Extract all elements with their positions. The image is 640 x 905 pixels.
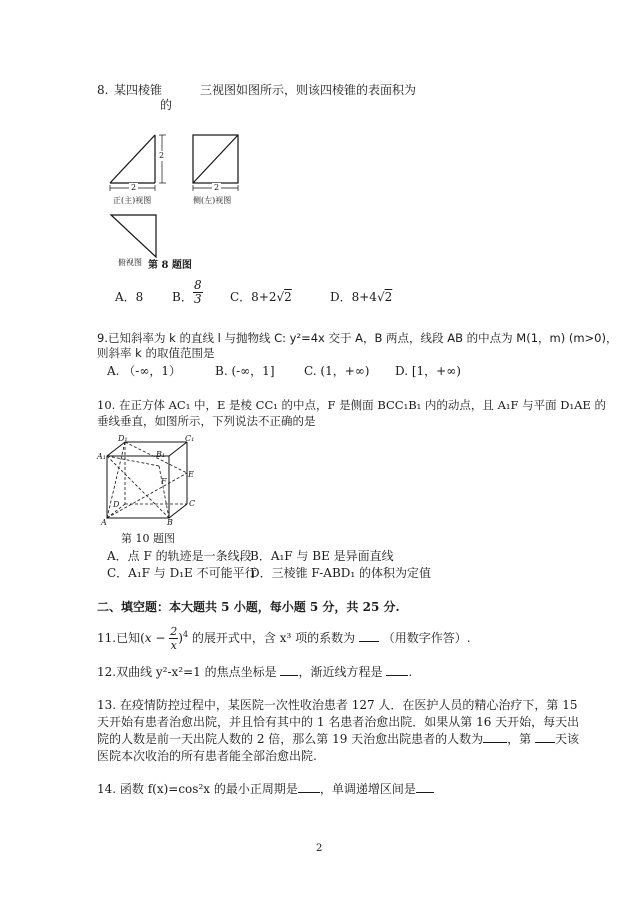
q12-focus-blank[interactable] bbox=[280, 675, 298, 676]
q11-stem: 11.已知(x − $\frac{2}{x}$ )$^4$ 的展开式中，含 x³ 项的系数为 （用数字作答）. bbox=[97, 625, 471, 652]
q10-figure-caption: 第 10 题图 bbox=[121, 532, 175, 545]
q8-option-b-fraction: $\frac{8}{3}$ bbox=[194, 278, 202, 306]
q8-top-view-figure bbox=[108, 212, 163, 262]
q10-label-d: D bbox=[113, 500, 120, 509]
q8-top-view-label: 俯视图 bbox=[118, 258, 142, 267]
q9-option-c: C. (1，+∞) bbox=[304, 364, 370, 378]
q11-answer-blank[interactable] bbox=[359, 641, 379, 642]
q8-option-d: D．8+4√2 bbox=[330, 290, 393, 304]
q10-option-a: A．点 F 的轨迹是一条线段 bbox=[107, 549, 252, 563]
q10-label-a1: A₁ bbox=[97, 452, 106, 461]
q10-cube-figure bbox=[95, 432, 215, 532]
q14-interval-blank[interactable] bbox=[416, 792, 434, 793]
q8-side-width-label: 2 bbox=[214, 183, 220, 192]
q10-label-b1: B₁ bbox=[156, 450, 166, 459]
q8-front-height-label: 2 bbox=[159, 151, 165, 160]
q9-option-a: A. （-∞，1） bbox=[107, 364, 181, 378]
q14-stem: 14. 函数 f(x)=cos²x 的最小正周期是 ，单调递增区间是 bbox=[97, 781, 434, 797]
q10-stem-line1: 10. 在正方体 AC₁ 中，E 是棱 CC₁ 的中点，F 是侧面 BCC₁B₁ 内的动点，且 A₁F 与平面 D₁AE 的 bbox=[97, 398, 606, 412]
q9-stem-line1: 9.已知斜率为 k 的直线 l 与抛物线 C: y²=4x 交于 A，B 两点，线段 AB 的中点为 M(1，m) (m>0)， bbox=[97, 331, 618, 345]
q9-option-d: D. [1，+∞) bbox=[395, 364, 461, 378]
section-fill-in-title: 二、填空题：本大题共 5 小题，每小题 5 分，共 25 分. bbox=[97, 600, 400, 614]
q8-figure-caption: 第 8 题图 bbox=[148, 260, 192, 271]
q14-period-blank[interactable] bbox=[298, 792, 320, 793]
q9-option-b: B. (-∞，1] bbox=[215, 364, 275, 378]
q10-label-f: F bbox=[161, 477, 167, 486]
q10-label-c: C bbox=[189, 499, 196, 508]
q13-line2: 天开始有患者治愈出院，并且恰有其中的 1 名患者治愈出院．如果从第 16 天开始，每天出 bbox=[97, 715, 580, 729]
q10-option-b: B．A₁F 与 BE 是异面直线 bbox=[250, 549, 394, 563]
q12-asymptote-blank[interactable] bbox=[386, 675, 408, 676]
q8-front-view-label: 正(主)视图 bbox=[113, 196, 152, 205]
q10-option-c: C．A₁F 与 D₁E 不可能平行 bbox=[107, 566, 257, 580]
q8-option-b: B． bbox=[172, 290, 193, 304]
q12-stem: 12.双曲线 y²-x²=1 的焦点坐标是 ，渐近线方程是 . bbox=[97, 665, 413, 679]
q8-text-a: 某四棱锥 bbox=[114, 83, 163, 97]
q10-label-e: E bbox=[188, 470, 194, 479]
q13-line4: 医院本次收治的所有患者能全部治愈出院. bbox=[97, 749, 317, 763]
q10-stem-line2: 垂线垂直，如图所示，下列说法不正确的是 bbox=[97, 414, 316, 428]
q10-option-d: D．三棱锥 F-ABD₁ 的体积为定值 bbox=[250, 566, 432, 580]
q8-option-a: A．8 bbox=[115, 290, 144, 304]
q8-number: 8. bbox=[97, 83, 109, 97]
q8-option-c: C．8+2√2 bbox=[230, 290, 292, 304]
q10-label-c1: C₁ bbox=[185, 434, 195, 443]
q13-count-blank[interactable] bbox=[483, 742, 507, 743]
q10-label-a: A bbox=[101, 518, 107, 527]
q13-line3: 院的人数是前一天出院人数的 2 倍，那么第 19 天治愈出院患者的人数为 ，第 天该 bbox=[97, 732, 580, 746]
q10-label-d1: D₁ bbox=[118, 434, 128, 443]
page-number: 2 bbox=[316, 843, 323, 854]
q13-line1: 13. 在疫情防控过程中，某医院一次性收治患者 127 人．在医护人员的精心治疗下，第 15 bbox=[97, 698, 578, 712]
q8-text-de: 的 bbox=[160, 98, 173, 112]
q9-stem-line2: 则斜率 k 的取值范围是 bbox=[97, 346, 215, 360]
q8-side-view-label: 侧(左)视图 bbox=[193, 196, 232, 205]
q13-day-blank[interactable] bbox=[535, 742, 555, 743]
q8-front-width-label: 2 bbox=[131, 183, 137, 192]
q8-text-b: 三视图如图所示，则该四棱锥的表面积为 bbox=[200, 83, 417, 97]
q10-label-b: B bbox=[167, 518, 173, 527]
